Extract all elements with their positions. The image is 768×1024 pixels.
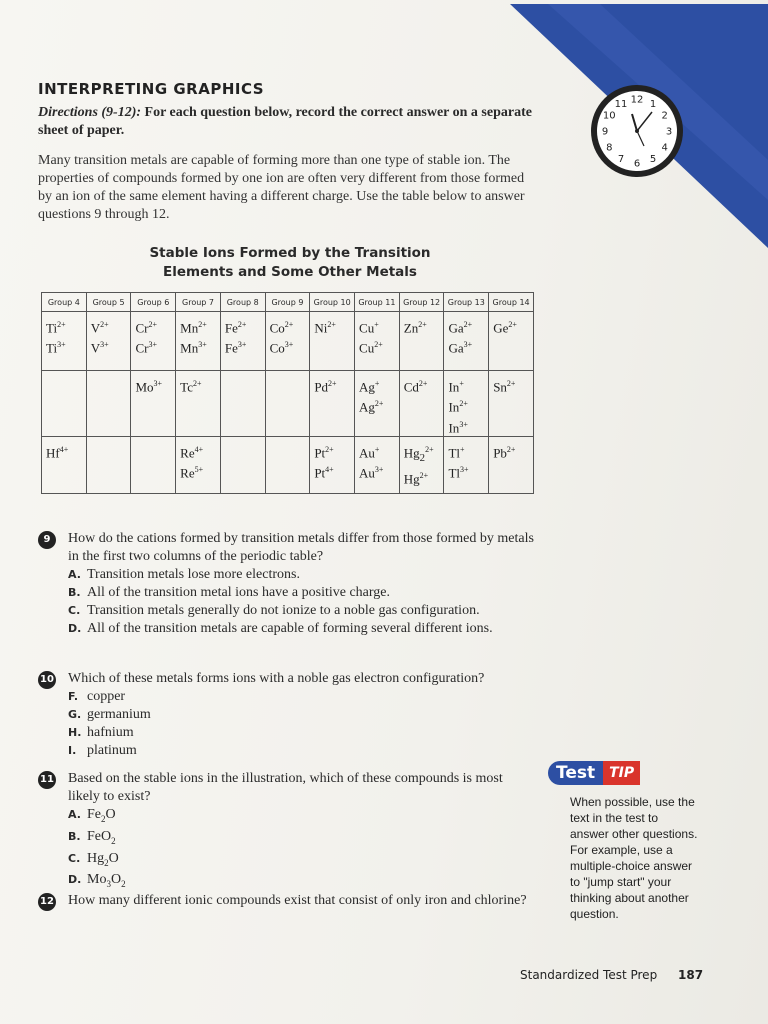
ion-symbol: Pt — [314, 465, 326, 481]
clock-number: 10 — [602, 110, 616, 122]
table-cell — [220, 312, 265, 371]
table-row — [42, 436, 534, 493]
clock-number: 9 — [601, 126, 609, 138]
ion — [91, 316, 131, 336]
ion-symbol: Ag — [359, 399, 375, 415]
ion — [46, 336, 86, 356]
question-number-badge: 11 — [38, 771, 56, 789]
ion — [359, 336, 399, 356]
choice-text: platinum — [87, 743, 137, 758]
ion-symbol: Ti — [46, 320, 58, 336]
ion-symbol: Hg — [403, 471, 420, 487]
ion — [46, 316, 86, 336]
table-cell — [444, 436, 489, 493]
choice-text: $Fe_2O$ — [87, 807, 116, 824]
ion — [448, 316, 488, 336]
page-number: 187 — [678, 968, 704, 982]
ion-charge: 2+ — [463, 320, 473, 329]
choice-text: FeO$_2$ — [87, 828, 116, 846]
ion-charge: 2+ — [198, 320, 207, 329]
ion — [493, 316, 533, 336]
ion-charge: 2+ — [419, 470, 429, 480]
clock-number: 5 — [649, 154, 657, 166]
ion-symbol: Mo — [135, 379, 154, 395]
column-header: Group 11 — [355, 293, 400, 312]
test-tip-badge — [548, 760, 708, 786]
table-cell — [310, 436, 355, 493]
ion — [359, 395, 399, 415]
table-cell — [355, 436, 400, 493]
ion-charge: 3+ — [100, 340, 109, 350]
table-cell — [355, 371, 400, 437]
ion — [448, 461, 488, 481]
ion — [180, 441, 220, 461]
column-header: Group 5 — [86, 293, 131, 312]
column-header: Group 7 — [176, 293, 221, 312]
ion-symbol: In — [448, 419, 460, 435]
table-cell — [42, 436, 87, 493]
ion-symbol: Tl — [448, 465, 461, 481]
answer-choices — [68, 688, 538, 760]
ion — [225, 316, 265, 336]
ion — [270, 336, 310, 356]
column-header: Group 8 — [220, 293, 265, 312]
ion-charge: 3+ — [374, 465, 384, 475]
table-cell — [489, 436, 534, 493]
question-text: How do the cations formed by transition metals differ from those formed by metals in the first two columns of the periodic table? — [68, 531, 534, 564]
ion-charge: 2+ — [418, 379, 428, 388]
answer-choice — [68, 742, 538, 760]
choice-letter: B. — [68, 586, 81, 599]
ion-charge: 2+ — [328, 379, 337, 388]
table-cell — [489, 371, 534, 437]
ion — [46, 441, 86, 461]
ion — [493, 441, 533, 461]
table-cell — [220, 371, 265, 437]
table-cell — [444, 371, 489, 437]
question-11 — [38, 770, 538, 893]
choice-letter: G. — [68, 708, 82, 721]
ion-symbol: V — [90, 320, 101, 336]
ion-charge: 3+ — [148, 340, 157, 350]
clock-number: 8 — [606, 142, 613, 154]
ion — [359, 375, 399, 395]
ion — [314, 441, 354, 461]
ion-charge: 2+ — [425, 444, 434, 454]
choice-text: All of the transition metals are capable of forming several different ions. — [87, 621, 493, 636]
clock-number: 11 — [614, 98, 628, 110]
clock-icon — [588, 82, 686, 180]
ion-charge: 2+ — [459, 399, 468, 409]
table-cell — [220, 436, 265, 493]
clock-number: 2 — [661, 110, 668, 122]
ion-symbol: Au — [359, 445, 375, 461]
ion-charge: 2+ — [237, 320, 247, 329]
choice-text: All of the transition metal ions have a positive charge. — [87, 585, 390, 600]
ion-charge: 2+ — [508, 320, 517, 329]
footer-label: Standardized Test Prep — [520, 968, 658, 982]
ion-charge: 3+ — [198, 340, 207, 350]
ion-symbol: Pt — [314, 445, 326, 461]
answer-choice — [68, 806, 538, 828]
ion-symbol: Ni — [314, 320, 328, 336]
question-text: Which of these metals forms ions with a noble gas electron configuration? — [68, 671, 485, 686]
choice-text: copper — [87, 689, 126, 704]
ion-charge: 2+ — [325, 444, 334, 454]
table-cell — [42, 312, 87, 371]
ion-charge: + — [374, 379, 380, 388]
choice-letter: I. — [68, 744, 77, 757]
ion-symbol: Re — [180, 445, 195, 461]
ion-symbol: Cr — [135, 340, 149, 356]
clock-number: 3 — [665, 126, 673, 138]
table-cell — [399, 312, 444, 371]
ion — [180, 336, 220, 356]
ion-charge: 2+ — [374, 399, 384, 409]
ion-charge: 3+ — [460, 465, 469, 475]
ion-symbol: Re — [180, 465, 195, 481]
table-cell — [176, 436, 221, 493]
ion-charge: + — [374, 444, 380, 454]
table-cell — [265, 371, 310, 437]
ion — [314, 316, 354, 336]
ion — [359, 316, 399, 336]
ion-charge: 2+ — [284, 320, 294, 329]
choice-letter: D. — [68, 622, 82, 635]
ion-symbol: In — [448, 379, 460, 395]
answer-choices — [68, 566, 538, 638]
table-cell — [399, 436, 444, 493]
column-header: Group 4 — [42, 293, 87, 312]
ion-symbol: Zn — [403, 320, 419, 336]
ion-symbol: Ag — [359, 379, 375, 395]
ion-symbol: Co — [269, 320, 285, 336]
answer-choice — [68, 620, 538, 638]
ions-table — [41, 292, 534, 494]
ion-charge: 2+ — [327, 320, 336, 329]
ion-symbol: Cr — [135, 320, 149, 336]
ion-symbol: Hf — [46, 445, 60, 461]
answer-choices — [68, 806, 538, 893]
column-header: Group 6 — [131, 293, 176, 312]
clock-number: 4 — [661, 142, 668, 154]
answer-choice — [68, 688, 538, 706]
ion — [225, 336, 265, 356]
ion-charge: 3+ — [459, 419, 468, 429]
column-header: Group 12 — [399, 293, 444, 312]
question-text: How many different ionic compounds exist that consist of only iron and chlorine? — [68, 893, 527, 908]
ion — [448, 441, 488, 461]
ion — [404, 316, 444, 336]
ion-charge: 4+ — [325, 465, 334, 475]
question-12 — [38, 892, 538, 910]
ion-charge: 5+ — [194, 465, 204, 475]
table-title — [120, 244, 460, 282]
ion-symbol: Au — [359, 465, 375, 481]
table-cell — [355, 312, 400, 371]
ion — [180, 375, 220, 395]
ion-charge: 2+ — [57, 320, 66, 329]
ion-symbol: Co — [269, 340, 285, 356]
section-title: INTERPRETING GRAPHICS — [38, 80, 265, 98]
table-cell — [131, 371, 176, 437]
ion-symbol: Pd — [314, 379, 329, 395]
ion-symbol: Ge — [493, 320, 509, 336]
ion-symbol: Mn — [180, 340, 199, 356]
ion-charge: + — [374, 320, 379, 329]
ion-symbol: Hg — [403, 445, 420, 461]
ion — [448, 375, 488, 395]
ion-symbol: Cu — [359, 320, 375, 336]
ion — [493, 375, 533, 395]
ion-charge: 3+ — [57, 340, 66, 350]
ion-symbol: Ga — [448, 340, 464, 356]
ion-charge: 3+ — [153, 379, 163, 388]
ion-charge: 2+ — [192, 379, 202, 388]
ion-symbol: Pb — [493, 445, 507, 461]
table-title-line-1: Stable Ions Formed by the Transition — [149, 245, 431, 261]
answer-choice — [68, 584, 538, 602]
directions — [38, 104, 558, 140]
choice-letter: B. — [68, 829, 81, 843]
question-number-badge: 12 — [38, 893, 56, 911]
table-cell — [399, 371, 444, 437]
ion-symbol: V — [90, 340, 101, 356]
directions-text: For each question below, record the correct answer on a separate sheet of paper. — [38, 105, 532, 138]
ion — [404, 441, 444, 467]
ion — [314, 461, 354, 481]
question-number-badge: 9 — [38, 531, 56, 549]
column-header: Group 10 — [310, 293, 355, 312]
table-cell — [176, 312, 221, 371]
table-row — [42, 312, 534, 371]
clock-number: 6 — [633, 158, 641, 170]
answer-choice — [68, 706, 538, 724]
test-tip-badge-tip: TIP — [603, 761, 640, 785]
choice-letter: C. — [68, 851, 81, 865]
ion-symbol: Cd — [403, 379, 419, 395]
clock-number: 12 — [630, 94, 644, 106]
ion — [135, 336, 175, 356]
ion-symbol: Fe — [224, 340, 238, 356]
table-row — [42, 371, 534, 437]
ion-symbol: Fe — [224, 320, 238, 336]
question-text: Based on the stable ions in the illustration, which of these compounds is most likely to exist? — [68, 771, 503, 804]
table-cell — [86, 371, 131, 437]
table-cell — [86, 436, 131, 493]
answer-choice — [68, 724, 538, 742]
table-header-row — [42, 293, 534, 312]
answer-choice — [68, 602, 538, 620]
ion-charge: 3+ — [463, 340, 473, 350]
choice-text: $Mo_3O_2$ — [87, 872, 126, 890]
answer-choice — [68, 850, 538, 872]
ion — [404, 375, 444, 395]
choice-letter: D. — [68, 873, 82, 887]
answer-choice — [68, 828, 538, 850]
choice-text: $Hg_2O$ — [87, 850, 119, 868]
question-9 — [38, 530, 538, 638]
table-cell — [265, 436, 310, 493]
ion-symbol: Ga — [448, 320, 464, 336]
choice-letter: A. — [68, 568, 81, 581]
ion — [448, 416, 488, 436]
table-cell — [42, 371, 87, 437]
ion-subscript: 2 — [419, 451, 426, 464]
table-cell — [489, 312, 534, 371]
column-header: Group 14 — [489, 293, 534, 312]
test-tip-badge-test: Test — [548, 761, 603, 785]
ion-charge: 2+ — [506, 444, 516, 454]
table-cell — [176, 371, 221, 437]
clock-number: 1 — [649, 98, 657, 110]
ion-charge: 2+ — [506, 379, 516, 388]
ion — [359, 461, 399, 481]
table-cell — [444, 312, 489, 371]
choice-letter: F. — [68, 690, 79, 703]
answer-choice — [68, 566, 538, 584]
table-cell — [131, 312, 176, 371]
choice-text: Transition metals lose more electrons. — [87, 567, 300, 582]
ion — [135, 375, 175, 395]
ion — [180, 316, 220, 336]
clock-number: 7 — [617, 154, 625, 166]
table-cell — [86, 312, 131, 371]
ion — [91, 336, 131, 356]
choice-text: Transition metals generally do not ionize to a noble gas configuration. — [87, 603, 480, 618]
ion — [404, 467, 444, 487]
ion — [314, 375, 354, 395]
ion-charge: 2+ — [148, 320, 157, 329]
ion — [180, 461, 220, 481]
answer-choice — [68, 871, 538, 893]
ion — [135, 316, 175, 336]
choice-text: germanium — [87, 707, 151, 722]
ion-charge: 2+ — [374, 340, 383, 350]
ion-charge: 2+ — [100, 320, 109, 329]
ion — [359, 441, 399, 461]
ion-symbol: Cu — [359, 340, 375, 356]
question-10 — [38, 670, 538, 760]
ion-symbol: In — [448, 399, 460, 415]
test-tip — [548, 760, 708, 922]
directions-label: Directions (9-12): — [38, 105, 142, 120]
table-title-line-2: Elements and Some Other Metals — [163, 264, 417, 280]
ion-charge: 3+ — [237, 340, 247, 350]
choice-letter: C. — [68, 604, 81, 617]
ion-charge: 4+ — [59, 444, 69, 454]
ion-symbol: Mn — [180, 320, 199, 336]
choice-letter: A. — [68, 808, 81, 821]
column-header: Group 13 — [444, 293, 489, 312]
ion — [448, 395, 488, 415]
test-tip-text: When possible, use the text in the test to answer other questions. For example, use a multiple-choice answer to "jump start" your thinking about another question. — [570, 795, 698, 921]
ion-charge: 4+ — [194, 444, 204, 454]
table-cell — [310, 312, 355, 371]
ion-charge: + — [460, 444, 465, 454]
choice-text: hafnium — [87, 725, 134, 740]
column-header: Group 9 — [265, 293, 310, 312]
ion-symbol: Tl — [448, 445, 461, 461]
ion-charge: + — [459, 379, 464, 388]
ion-charge: 3+ — [284, 340, 294, 350]
choice-letter: H. — [68, 726, 82, 739]
intro-paragraph: Many transition metals are capable of forming more than one type of stable ion. The properties of compounds formed by one ion are often very different from those formed by an ion of the same element having a different charge. Use the table below to answer questions 9 through 12. — [38, 153, 525, 222]
table-cell — [131, 436, 176, 493]
table-cell — [310, 371, 355, 437]
ion — [448, 336, 488, 356]
ion-charge: 2+ — [418, 320, 427, 329]
ion-symbol: Tc — [180, 379, 193, 395]
question-number-badge: 10 — [38, 671, 56, 689]
ion — [270, 316, 310, 336]
table-cell — [265, 312, 310, 371]
ion-symbol: Ti — [46, 340, 58, 356]
ion-symbol: Sn — [493, 379, 507, 395]
